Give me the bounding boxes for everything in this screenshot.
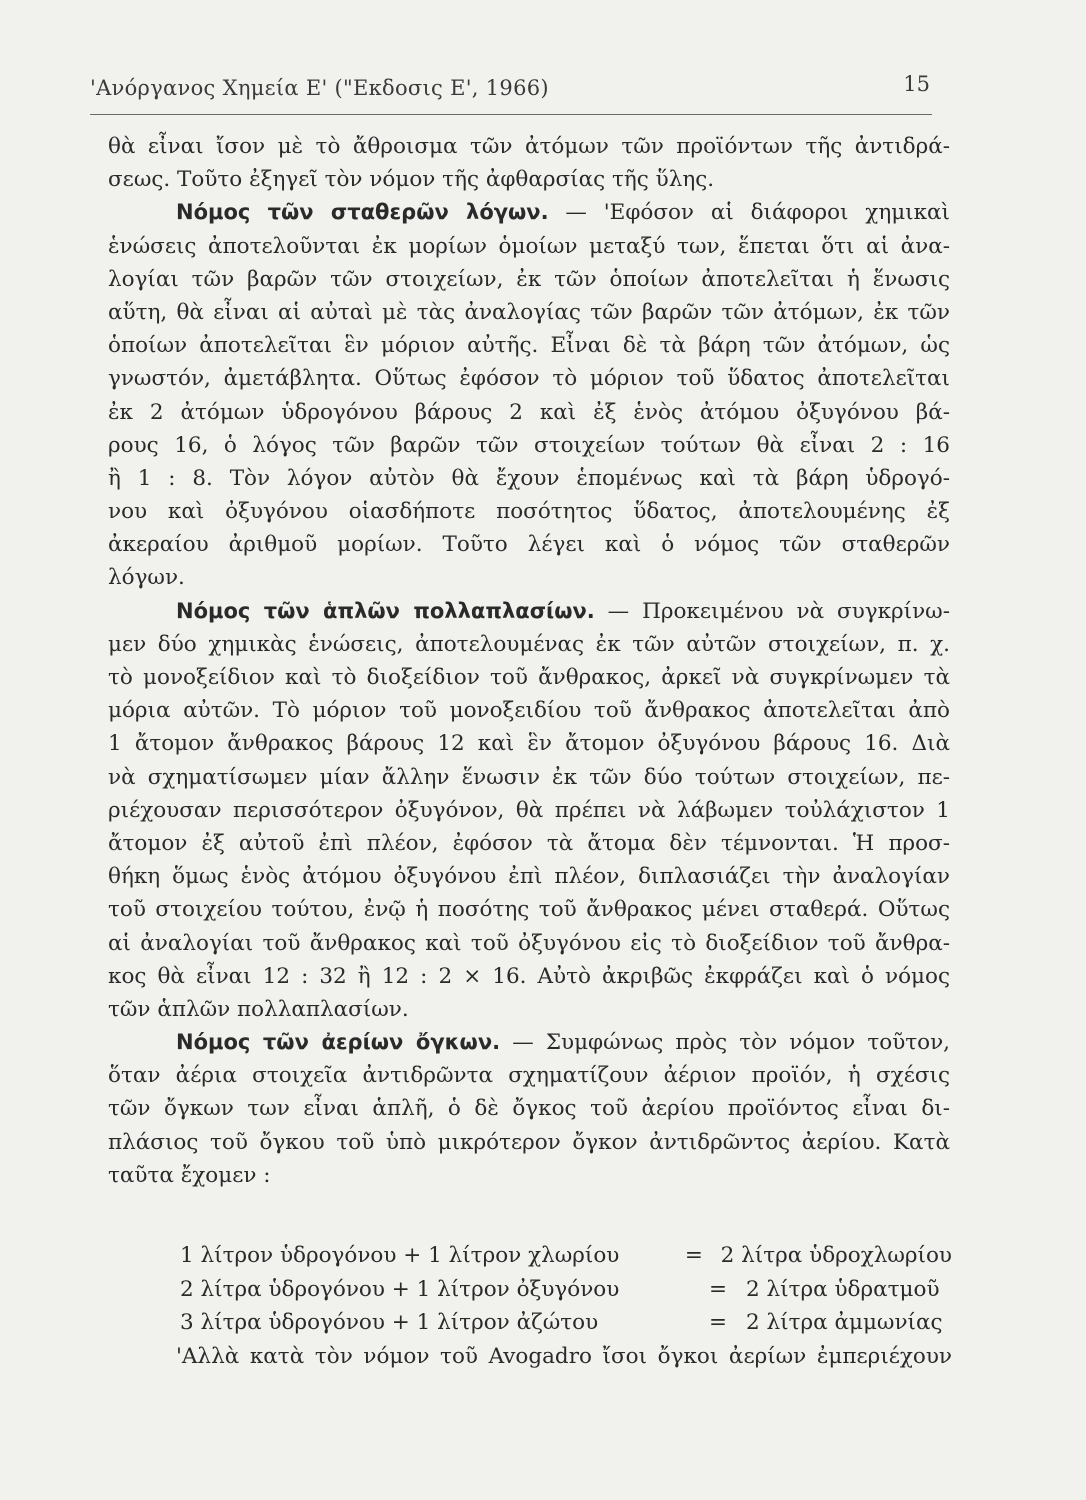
running-head: 'Ανόργανος Χημεία Ε' ("Εκδοσις Ε', 1966) bbox=[90, 76, 549, 100]
text-line: λόγων. bbox=[108, 565, 185, 591]
section-heading-line: Νόμος τῶν ἀερίων ὄγκων. — Συμφώνως πρὸς τὸν νόμον τοῦτον, bbox=[176, 1030, 950, 1056]
body-text bbox=[108, 130, 950, 1192]
text-line: ρους 16, ὁ λόγος τῶν βαρῶν τῶν στοιχείων τούτων θὰ εἶναι 2 : 16 bbox=[108, 432, 950, 458]
equation-right: 2 λίτρα ὑδρατμοῦ bbox=[746, 1276, 940, 1302]
text-line: ἑνώσεις ἀποτελοῦνται ἐκ μορίων ὁμοίων μεταξύ των, ἕπεται ὅτι αἱ ἀνα- bbox=[108, 233, 950, 259]
text-line: ἄτομον ἐξ αὐτοῦ ἐπὶ πλέον, ἐφόσον τὰ ἄτομα δὲν τέμνονται. Ἡ προσ- bbox=[108, 830, 950, 856]
text-line: πλάσιος τοῦ ὄγκου τοῦ ὑπὸ μικρότερον ὄγκον ἀντιδρῶντος ἀερίου. Κατὰ bbox=[108, 1129, 950, 1155]
text-line: νου καὶ ὀξυγόνου οἱασδήποτε ποσότητος ὕδατος, ἀποτελουμένης ἐξ bbox=[108, 499, 950, 525]
text-line: ριέχουσαν περισσότερον ὀξυγόνον, θὰ πρέπει νὰ λάβωμεν τοὐλάχιστον 1 bbox=[108, 797, 950, 823]
text-line: λογίαι τῶν βαρῶν τῶν στοιχείων, ἐκ τῶν ὁποίων ἀποτελεῖται ἡ ἕνωσις bbox=[108, 266, 950, 292]
header-rule bbox=[90, 114, 932, 115]
text-line: ἐκ 2 ἀτόμων ὑδρογόνου βάρους 2 καὶ ἐξ ἑνὸς ἀτόμου ὀξυγόνου βά- bbox=[108, 399, 950, 425]
equation-left: 1 λίτρον ὑδρογόνου + 1 λίτρον χλωρίου bbox=[180, 1243, 620, 1268]
section-heading: Νόμος τῶν ἁπλῶν πολλαπλασίων. bbox=[176, 598, 595, 623]
text-line: μεν δύο χημικὰς ἑνώσεις, ἀποτελουμένας ἐκ τῶν αὐτῶν στοιχείων, π. χ. bbox=[108, 631, 950, 657]
text-line: ταῦτα ἔχομεν : bbox=[108, 1162, 271, 1188]
equation-row bbox=[180, 1306, 952, 1340]
equals-sign: = bbox=[708, 1310, 727, 1335]
text-line: τῶν ὄγκων των εἶναι ἁπλῆ, ὁ δὲ ὄγκος τοῦ ἀερίου προϊόντος εἶναι δι- bbox=[108, 1096, 950, 1122]
equation-left: 3 λίτρα ὑδρογόνου + 1 λίτρον ἀζώτου bbox=[180, 1310, 599, 1335]
equation-row bbox=[180, 1273, 952, 1307]
page-number: 15 bbox=[903, 72, 930, 96]
page-header bbox=[90, 72, 930, 108]
text-line: ὁποίων ἀποτελεῖται ἓν μόριον αὐτῆς. Εἶναι δὲ τὰ βάρη τῶν ἀτόμων, ὡς bbox=[108, 333, 950, 359]
text-line: ὅταν ἀέρια στοιχεῖα ἀντιδρῶντα σχηματίζουν ἀέριον προϊόν, ἡ σχέσις bbox=[108, 1063, 950, 1089]
equation-row bbox=[180, 1239, 952, 1273]
text-line: σεως. Τοῦτο ἐξηγεῖ τὸν νόμον τῆς ἀφθαρσίας τῆς ὕλης. bbox=[108, 167, 715, 193]
text-line: κος θὰ εἶναι 12 : 32 ἢ 12 : 2 × 16. Αὐτὸ ἀκριβῶς ἐκφράζει καὶ ὁ νόμος bbox=[108, 963, 950, 989]
text-line: νὰ σχηματίσωμεν μίαν ἄλλην ἕνωσιν ἐκ τῶν δύο τούτων στοιχείων, πε- bbox=[108, 764, 950, 790]
equation-right: 2 λίτρα ἀμμωνίας bbox=[746, 1310, 943, 1335]
section-heading: Νόμος τῶν ἀερίων ὄγκων. bbox=[176, 1030, 501, 1055]
gas-volume-equations bbox=[180, 1239, 952, 1340]
text-line: μόρια αὐτῶν. Τὸ μόριον τοῦ μονοξειδίου τοῦ ἄνθρακος ἀποτελεῖται ἀπὸ bbox=[108, 698, 950, 724]
text-line: γνωστόν, ἀμετάβλητα. Οὕτως ἐφόσον τὸ μόριον τοῦ ὕδατος ἀποτελεῖται bbox=[108, 366, 950, 392]
equation-left: 2 λίτρα ὑδρογόνου + 1 λίτρον ὀξυγόνου bbox=[180, 1276, 620, 1302]
text-line: τῶν ἁπλῶν πολλαπλασίων. bbox=[108, 996, 409, 1022]
section-heading-line: Νόμος τῶν ἁπλῶν πολλαπλασίων. — Προκειμένου νὰ συγκρίνω- bbox=[176, 598, 950, 624]
section-heading-line: Νόμος τῶν σταθερῶν λόγων. — 'Εφόσον αἱ διάφοροι χημικαὶ bbox=[176, 200, 950, 226]
text-line: τοῦ στοιχείου τούτου, ἐνῷ ἡ ποσότης τοῦ ἄνθρακος μένει σταθερά. Οὕτως bbox=[108, 897, 950, 923]
text-line: 'Αλλὰ κατὰ τὸν νόμον τοῦ Avogadro ἴσοι ὄγκοι ἀερίων ἐμπεριέχουν bbox=[176, 1344, 952, 1369]
text-line: αὕτη, θὰ εἶναι αἱ αὐταὶ μὲ τὰς ἀναλογίας τῶν βαρῶν τῶν ἀτόμων, ἐκ τῶν bbox=[108, 299, 950, 325]
text-line: τὸ μονοξείδιον καὶ τὸ διοξείδιον τοῦ ἄνθρακος, ἀρκεῖ νὰ συγκρίνωμεν τὰ bbox=[108, 665, 950, 690]
text-line: θήκη ὅμως ἑνὸς ἀτόμου ὀξυγόνου ἐπὶ πλέον, διπλασιάζει τὴν ἀναλογίαν bbox=[108, 864, 950, 890]
text-line: ἢ 1 : 8. Τὸν λόγον αὐτὸν θὰ ἔχουν ἑπομένως καὶ τὰ βάρη ὑδρογό- bbox=[108, 465, 950, 491]
equals-sign: = bbox=[708, 1276, 727, 1302]
equals-sign: = bbox=[684, 1243, 703, 1268]
text-line: ἀκεραίου ἀριθμοῦ μορίων. Τοῦτο λέγει καὶ ὁ νόμος τῶν σταθερῶν bbox=[108, 532, 950, 558]
text-line: 1 ἄτομον ἄνθρακος βάρους 12 καὶ ἓν ἄτομον ὀξυγόνου βάρους 16. Διὰ bbox=[108, 731, 950, 757]
equation-right: 2 λίτρα ὑδροχλωρίου bbox=[720, 1243, 952, 1268]
section-heading: Νόμος τῶν σταθερῶν λόγων. bbox=[176, 200, 549, 225]
text-line: θὰ εἶναι ἴσον μὲ τὸ ἄθροισμα τῶν ἀτόμων τῶν προϊόντων τῆς ἀντιδρά- bbox=[108, 134, 950, 159]
text-line: αἱ ἀναλογίαι τοῦ ἄνθρακος καὶ τοῦ ὀξυγόνου εἰς τὸ διοξείδιον τοῦ ἄνθρα- bbox=[108, 930, 950, 956]
